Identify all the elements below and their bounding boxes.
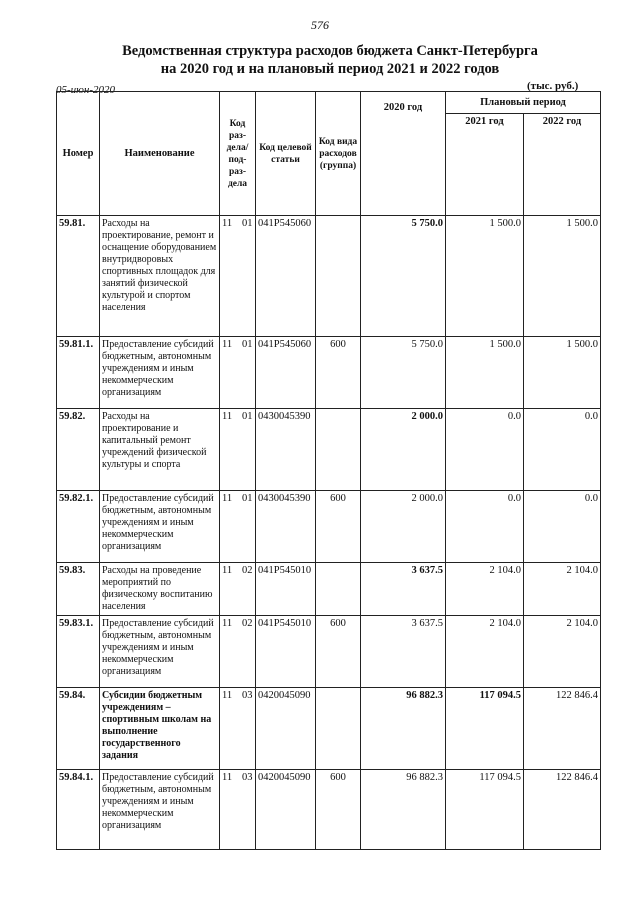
- subsection-code: 03: [242, 690, 253, 701]
- header-year-2021: 2021 год: [446, 114, 524, 216]
- row-name: Предоставление субсидий бюджетным, автономным учреждениям и иным некоммерческим организациям: [100, 616, 220, 688]
- row-expense-type: 600: [316, 491, 361, 563]
- row-value-2020: 2 000.0: [361, 409, 446, 491]
- row-name: Предоставление субсидий бюджетным, автономным учреждениям и иным некоммерческим организациям: [100, 337, 220, 409]
- row-value-2021: 2 104.0: [446, 616, 524, 688]
- header-year-2020: 2020 год: [361, 92, 446, 216]
- row-section-code: [220, 216, 256, 337]
- section-code: 11: [222, 690, 233, 701]
- header-section-code: Код раз-дела/под-раз-дела: [220, 92, 256, 216]
- row-target-code: 041P545010: [256, 616, 316, 688]
- row-expense-type: [316, 688, 361, 770]
- budget-table: [56, 91, 601, 850]
- subsection-code: 02: [242, 618, 253, 629]
- row-expense-type: 600: [316, 616, 361, 688]
- row-value-2020: 3 637.5: [361, 563, 446, 616]
- subsection-code: 01: [242, 493, 253, 504]
- row-target-code: 041P545060: [256, 337, 316, 409]
- table-row: [57, 688, 601, 770]
- row-value-2022: 1 500.0: [524, 216, 601, 337]
- row-name: Расходы на проектирование, ремонт и оснащение оборудованием внутридворовых спортивных площадок для занятий физической культурой и спортом населения: [100, 216, 220, 337]
- row-value-2022: 1 500.0: [524, 337, 601, 409]
- row-target-code: 0420045090: [256, 770, 316, 850]
- row-name: Расходы на проведение мероприятий по физическому воспитанию населения: [100, 563, 220, 616]
- page-number: 576: [311, 18, 329, 32]
- row-value-2022: 122 846.4: [524, 688, 601, 770]
- row-expense-type: [316, 216, 361, 337]
- row-section-code: [220, 563, 256, 616]
- document-date: 05-июн-2020: [56, 84, 116, 96]
- row-expense-type: 600: [316, 337, 361, 409]
- section-code: 11: [222, 772, 233, 783]
- row-number: 59.83.: [57, 563, 100, 616]
- row-value-2021: 0.0: [446, 491, 524, 563]
- table-row: [57, 563, 601, 616]
- section-code: 11: [222, 218, 233, 229]
- row-target-code: 0430045390: [256, 491, 316, 563]
- row-number: 59.83.1.: [57, 616, 100, 688]
- header-name: Наименование: [100, 92, 220, 216]
- row-target-code: 041P545010: [256, 563, 316, 616]
- row-name: Субсидии бюджетным учреждениям – спортивным школам на выполнение государственного задания: [100, 688, 220, 770]
- row-value-2022: 0.0: [524, 491, 601, 563]
- row-target-code: 041P545060: [256, 216, 316, 337]
- section-code: 11: [222, 493, 233, 504]
- section-code: 11: [222, 565, 233, 576]
- row-target-code: 0420045090: [256, 688, 316, 770]
- header-number: Номер: [57, 92, 100, 216]
- subsection-code: 01: [242, 339, 253, 350]
- header-planned-period: Плановый период: [446, 92, 601, 114]
- row-expense-type: 600: [316, 770, 361, 850]
- row-value-2020: 3 637.5: [361, 616, 446, 688]
- row-section-code: [220, 688, 256, 770]
- subsection-code: 01: [242, 411, 253, 422]
- row-value-2021: 1 500.0: [446, 337, 524, 409]
- row-value-2020: 96 882.3: [361, 688, 446, 770]
- row-number: 59.84.: [57, 688, 100, 770]
- row-value-2022: 2 104.0: [524, 563, 601, 616]
- section-code: 11: [222, 339, 233, 350]
- row-number: 59.82.1.: [57, 491, 100, 563]
- table-row: [57, 770, 601, 850]
- title-line-2: на 2020 год и на плановый период 2021 и 2022 годов: [160, 61, 500, 77]
- row-value-2021: 2 104.0: [446, 563, 524, 616]
- row-section-code: [220, 770, 256, 850]
- subsection-code: 01: [242, 218, 253, 229]
- table-row: [57, 409, 601, 491]
- row-number: 59.82.: [57, 409, 100, 491]
- table-row: [57, 337, 601, 409]
- row-value-2020: 96 882.3: [361, 770, 446, 850]
- row-value-2021: 0.0: [446, 409, 524, 491]
- row-value-2020: 2 000.0: [361, 491, 446, 563]
- row-target-code: 0430045390: [256, 409, 316, 491]
- row-value-2020: 5 750.0: [361, 337, 446, 409]
- section-code: 11: [222, 618, 233, 629]
- row-section-code: [220, 409, 256, 491]
- row-expense-type: [316, 563, 361, 616]
- subsection-code: 03: [242, 772, 253, 783]
- header-year-2022: 2022 год: [524, 114, 601, 216]
- header-expense-type-code: Код вида расходов (группа): [316, 92, 361, 216]
- row-value-2021: 1 500.0: [446, 216, 524, 337]
- row-value-2022: 122 846.4: [524, 770, 601, 850]
- row-value-2022: 2 104.0: [524, 616, 601, 688]
- subsection-code: 02: [242, 565, 253, 576]
- row-section-code: [220, 616, 256, 688]
- header-target-code: Код целевой статьи: [256, 92, 316, 216]
- row-value-2022: 0.0: [524, 409, 601, 491]
- table-row: [57, 616, 601, 688]
- row-name: Расходы на проектирование и капитальный ремонт учреждений физической культуры и спорта: [100, 409, 220, 491]
- row-section-code: [220, 337, 256, 409]
- document-title: [60, 42, 600, 78]
- row-value-2021: 117 094.5: [446, 770, 524, 850]
- table-row: [57, 216, 601, 337]
- row-number: 59.81.: [57, 216, 100, 337]
- row-value-2020: 5 750.0: [361, 216, 446, 337]
- row-number: 59.81.1.: [57, 337, 100, 409]
- row-name: Предоставление субсидий бюджетным, автономным учреждениям и иным некоммерческим организациям: [100, 491, 220, 563]
- table-row: [57, 491, 601, 563]
- row-expense-type: [316, 409, 361, 491]
- row-name: Предоставление субсидий бюджетным, автономным учреждениям и иным некоммерческим организациям: [100, 770, 220, 850]
- row-value-2021: 117 094.5: [446, 688, 524, 770]
- row-section-code: [220, 491, 256, 563]
- units-label: (тыс. руб.): [527, 80, 579, 92]
- row-number: 59.84.1.: [57, 770, 100, 850]
- section-code: 11: [222, 411, 233, 422]
- title-line-1: Ведомственная структура расходов бюджета Санкт-Петербурга: [122, 43, 538, 59]
